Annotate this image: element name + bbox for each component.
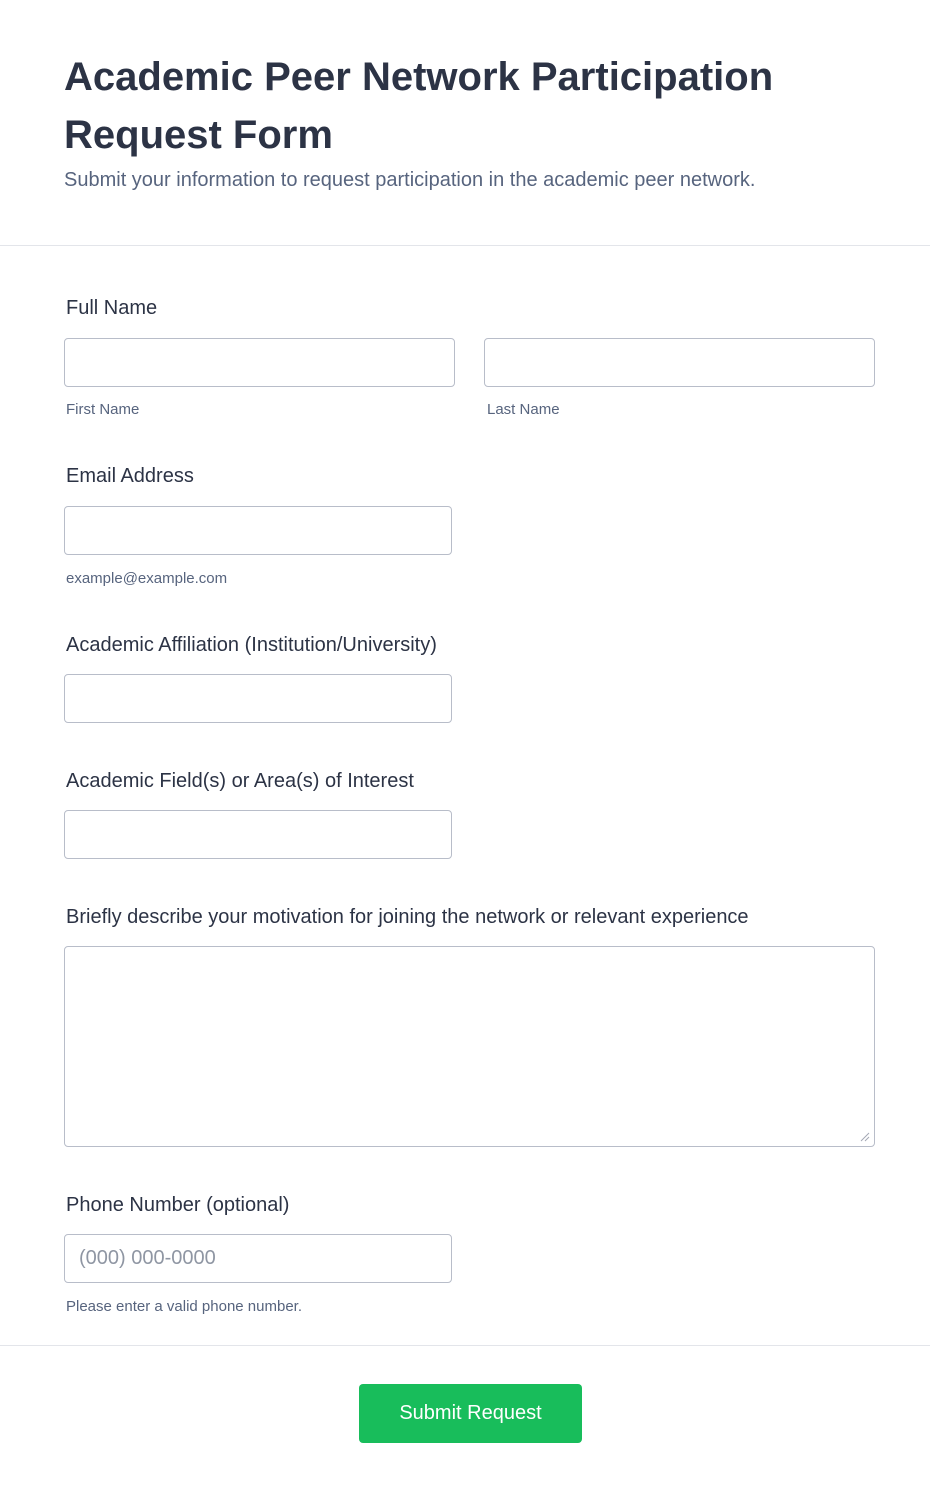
motivation-textarea[interactable]: [64, 946, 875, 1147]
submit-request-button[interactable]: Submit Request: [359, 1384, 582, 1443]
form-header: [0, 0, 930, 246]
email-label: Email Address: [66, 465, 194, 487]
email-sublabel: example@example.com: [66, 570, 228, 587]
phone-input[interactable]: [64, 1234, 452, 1283]
affiliation-input[interactable]: [64, 674, 452, 723]
field-of-interest-input[interactable]: [64, 810, 452, 859]
last-name-sublabel: Last Name: [487, 401, 560, 418]
first-name-sublabel: First Name: [66, 401, 140, 418]
form-title: Academic Peer Network Participation Request Form: [64, 55, 774, 157]
phone-sublabel: Please enter a valid phone number.: [66, 1298, 302, 1315]
phone-label: Phone Number (optional): [66, 1194, 290, 1216]
form-subtitle: Submit your information to request participation in the academic peer network.: [64, 169, 756, 191]
full-name-label: Full Name: [66, 297, 158, 319]
first-name-input[interactable]: [64, 338, 455, 387]
motivation-label: Briefly describe your motivation for joining the network or relevant experience: [66, 906, 749, 928]
field-of-interest-label: Academic Field(s) or Area(s) of Interest: [66, 770, 414, 792]
last-name-input[interactable]: [484, 338, 875, 387]
email-input[interactable]: [64, 506, 452, 555]
textarea-resize-handle-icon[interactable]: [858, 1130, 870, 1142]
affiliation-label: Academic Affiliation (Institution/University): [66, 634, 437, 656]
